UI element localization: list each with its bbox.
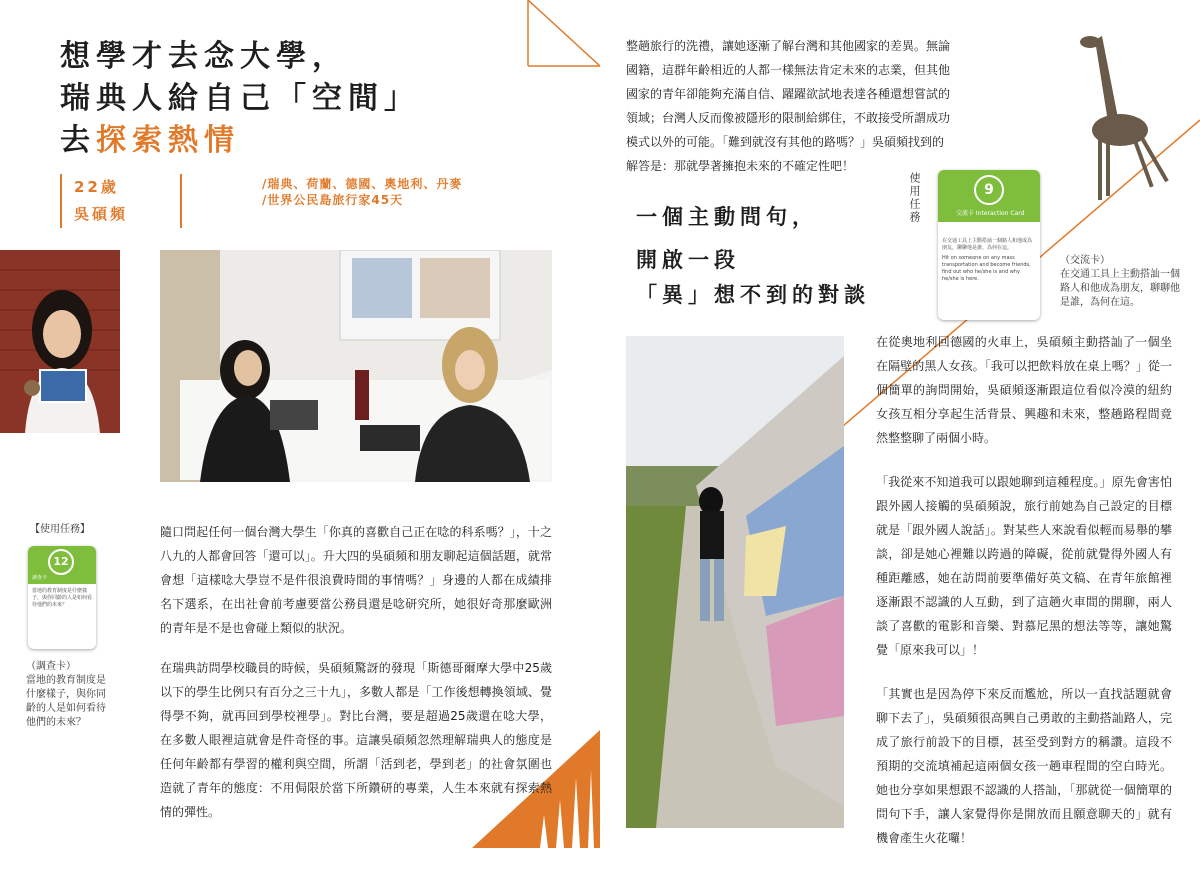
section-subheading [636,200,870,313]
card-text: 當地的教育制度是什麼樣子，與你同齡的人是如何看待他們的未來？ [32,588,93,608]
portrait-photo [0,250,120,433]
countries-line-1: /瑞典、荷蘭、德國、奧地利、丹麥 [262,177,463,191]
article-column-2-top: 整趟旅行的洗禮，讓她逐漸了解台灣和其他國家的差異。無論國籍，這群年齡相近的人都一樣無法肯定未來的志業，但其他國家的青年卻能夠充滿自信、躍躍欲試地表達各種還想嘗試的領域；台灣人反而像被隱形的限制給綁住，不敢接受所謂成功模式以外的可能。「難到就沒有其他的路嗎？」吳碩頻找到的解答是：那就學著擁抱未來的不確定性吧！ [626,39,951,173]
paragraph: 隨口問起任何一個台灣大學生「你真的喜歡自己正在唸的科系嗎？」，十之八九的人都會回答「還可以」。升大四的吳碩頻和朋友聊起這個話題，就常會想「這樣唸大學豈不是件很浪費時間的事情嗎？」身邊的人都在成績排名下選系，在出社會前考慮要當公務員還是唸研究所，她很好奇那麼歐洲的青年是不是也會碰上類似的狀況。 [160,525,552,635]
card-number: 9 [974,175,1004,205]
profile-age: 22歲 [74,178,119,196]
profile-name: 吳碩頻 [74,205,129,223]
note-line: 當地的教育制度是 [26,675,106,686]
paragraph: 「我從來不知道我可以跟她聊到這種程度。」原先會害怕跟外國人接觸的吳碩頻說，旅行前她為自己設定的目標就是「跟外國人說話」。對某些人來說看似輕而易舉的攀談，卻是她心裡難以跨過的障礙，從前就覺得外國人有種距離感，她在訪問前要準備好英文稿、在青年旅館裡逐漸跟不認識的人互動，到了這趟火車間的開聊，兩人談了喜歡的電影和音樂、對慕尼黑的想法等等，讓她驚覺「原來我可以」！ [876,475,1172,657]
berlin-wall-photo [626,336,844,828]
card-header [938,170,1040,222]
profile-block [60,174,182,228]
portrait-image [0,250,120,433]
title-highlight: 探索熱情 [96,123,240,158]
article-column-1 [160,520,552,840]
note-right [1060,254,1192,310]
card-title: 調查卡 [32,575,48,581]
card-number: 12 [48,549,74,575]
title-prefix: 去 [60,123,96,158]
research-card [28,546,96,649]
note-line: 他們的未來？ [26,717,86,728]
meeting-image [160,250,552,482]
subheading-line-3: 「異」想不到的對談 [636,283,870,307]
card-text [938,222,1040,287]
card-title: 交流卡 Interaction Card [956,210,1025,217]
title-line-3 [60,120,420,162]
note-line: 在交通工具上主動搭訕一個 [1060,269,1180,280]
giraffe-illustration [1080,36,1169,200]
title-line-1: 想學才去念大學， [60,39,348,74]
paragraph: 在瑞典訪問學校職員的時候，吳碩頻驚訝的發現「斯德哥爾摩大學中25歲以下的學生比例只有百分之三十九」，多數人都是「工作後想轉換領域、覺得學不夠，就再回到學校裡學」。對比台灣，要是超過25歲還在唸大學，在多數人眼裡這就會是件奇怪的事。這讓吳碩頻忽然理解瑞典人的態度是任何年齡都有學習的權利與空間，所謂「活到老，學到老」的社會氛圍也造就了青年的態度：不用侷限於當下所鑽研的專業，人生本來就有探索熱情的彈性。 [160,661,552,819]
note-left [26,660,112,730]
wall-image [626,336,844,828]
interaction-card [938,170,1040,320]
note-title: （調查卡） [26,661,76,672]
note-line: 什麼樣子，與你同 [26,689,106,700]
note-line: 是誰，為何在這。 [1060,297,1140,308]
meeting-photo [160,250,552,482]
page-title [60,36,420,162]
title-line-2: 瑞典人給自己「空間」 [60,81,420,116]
article-column-3 [876,330,1172,870]
note-title: （交流卡） [1060,255,1110,266]
card-header [28,546,96,584]
card-text-en: Hit on someone on any mass transportation and become friends, find out who he/she is and why he/she is here. [942,255,1031,282]
task-label-left: 【使用任務】 [30,524,90,535]
countries-line-2: /世界公民島旅行家45天 [262,193,404,207]
subheading-line-2: 開啟一段 [636,248,740,272]
note-line: 齡的人是如何看待 [26,703,106,714]
paragraph: 「其實也是因為停下來反而尷尬，所以一直找話題就會聊下去了」，吳碩頻很高興自己勇敢的主動搭訕路人，完成了旅行前設下的目標，甚至受到對方的稱讚。這段不預期的交流填補起這兩個女孩一趟車程間的空白時光。她也分享如果想跟不認識的人搭訕，「那就從一個簡單的問句下手，讓人家覺得你是開放而且願意聊天的」就有機會產生火花囉！ [876,687,1172,845]
note-line: 路人和他成為朋友，聊聊他 [1060,283,1180,294]
card-text-zh: 在交通工具上主動搭訕一個路人和他成為朋友，聊聊他是誰、為何在這。 [942,238,1033,251]
paragraph: 在從奧地利回德國的火車上，吳碩頻主動搭訕了一個坐在隔壁的黑人女孩。「我可以把飲料放在桌上嗎？」從一個簡單的詢問開始，吳碩頻逐漸跟這位看似冷漠的紐約女孩互相分享起生活背景、興趣和未來，整趟路程間竟然整整聊了兩個小時。 [876,335,1172,445]
task-label-right: 使用任務 [908,172,921,224]
countries-list [262,176,462,208]
accent-line [528,0,600,66]
subheading-line-1: 一個主動問句， [636,205,818,229]
